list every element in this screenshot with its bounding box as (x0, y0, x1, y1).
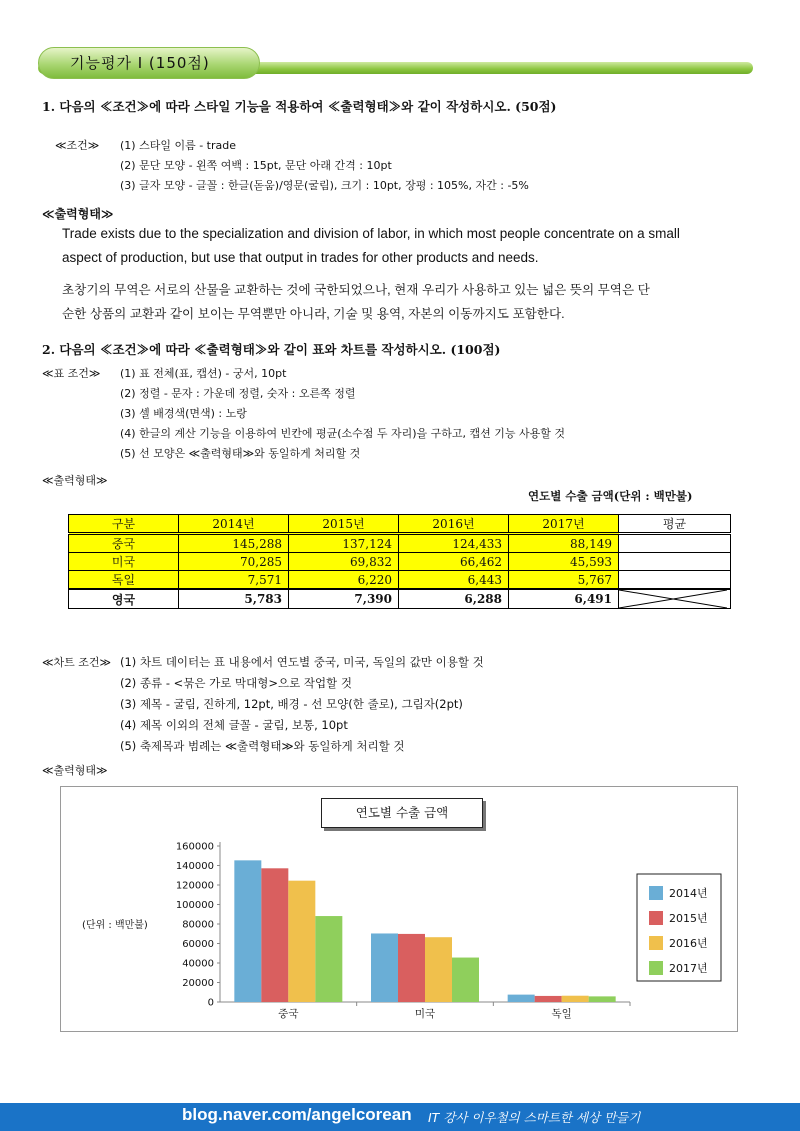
y-tick-label: 80000 (182, 919, 214, 931)
table-caption: 연도별 수출 금액(단위 : 백만불) (528, 489, 693, 503)
bar (371, 933, 398, 1002)
table-cell: 6,288 (399, 589, 509, 609)
export-table (68, 514, 731, 609)
table-header-cell: 구분 (69, 515, 179, 534)
q2-table-condition-5: (5) 선 모양은 ≪출력형태≫와 동일하게 처리할 것 (120, 447, 361, 460)
table-cell: 5,783 (179, 589, 289, 609)
table-cell: 124,433 (399, 534, 509, 553)
legend-swatch (649, 886, 663, 900)
chart-title: 연도별 수출 금액 (321, 798, 483, 828)
table-header-cell: 2015년 (289, 515, 399, 534)
q2-chart-output-label: ≪출력형태≫ (42, 764, 108, 777)
table-cell: 중국 (69, 534, 179, 553)
q1-condition-1: (1) 스타일 이름 - trade (120, 139, 236, 152)
bar (261, 868, 288, 1002)
table-header-row (69, 515, 731, 534)
table-header-cell: 2017년 (509, 515, 619, 534)
bar (589, 996, 616, 1002)
table-cell: 영국 (69, 589, 179, 609)
table-header-cell: 2016년 (399, 515, 509, 534)
legend-label: 2015년 (669, 912, 708, 925)
q1-paragraph-en-1: Trade exists due to the specialization and division of labor, in which most people concentrate on a small (62, 226, 680, 241)
q2-chart-condition-3: (3) 제목 - 굴림, 진하게, 12pt, 배경 - 선 모양(한 줄로), 그림자(2pt) (120, 697, 463, 711)
question-1-title: 1. 다음의 ≪조건≫에 따라 스타일 기능을 적용하여 ≪출력형태≫와 같이 작성하시오. (50점) (42, 99, 557, 114)
y-tick-label: 100000 (175, 900, 214, 911)
table-empty-diagonal-cell (619, 589, 731, 609)
bar (562, 996, 589, 1002)
x-tick-label: 미국 (414, 1008, 436, 1020)
q2-chart-condition-5: (5) 축제목과 범례는 ≪출력형태≫와 동일하게 처리할 것 (120, 739, 405, 753)
y-tick-label: 60000 (182, 939, 214, 950)
table-cell: 5,767 (509, 571, 619, 590)
table-row (69, 571, 731, 590)
bar (452, 958, 479, 1002)
bar (425, 937, 452, 1002)
table-cell: 137,124 (289, 534, 399, 553)
footer-url[interactable]: blog.naver.com/angelcorean (182, 1105, 412, 1124)
y-tick-label: 120000 (175, 880, 214, 892)
table-header-cell: 2014년 (179, 515, 289, 534)
table-cell: 69,832 (289, 553, 399, 571)
bar (234, 860, 261, 1002)
q1-paragraph-en-2: aspect of production, but use that output in trades for other products and needs. (62, 250, 539, 265)
bar (398, 934, 425, 1002)
q1-condition-3: (3) 글자 모양 - 글꼴 : 한글(돋움)/영문(굴림), 크기 : 10pt, 장평 : 105%, 자간 : -5% (120, 179, 529, 192)
table-cell: 45,593 (509, 553, 619, 571)
q1-condition-label: ≪조건≫ (55, 139, 100, 152)
bar (315, 916, 342, 1002)
page-title: 기능평가 Ⅰ (150점) (70, 54, 210, 72)
q2-chart-condition-2: (2) 종류 - <묶은 가로 막대형>으로 작업할 것 (120, 676, 352, 690)
export-bar-chart (60, 786, 738, 1032)
q2-table-condition-label: ≪표 조건≫ (42, 367, 101, 380)
q2-chart-condition-label: ≪차트 조건≫ (42, 656, 112, 669)
table-average-cell (619, 534, 731, 553)
q1-paragraph-ko-1: 초창기의 무역은 서로의 산물을 교환하는 것에 국한되었으나, 현재 우리가 사용하고 있는 넓은 뜻의 무역은 단 (62, 283, 650, 297)
q1-paragraph-ko-2: 순한 상품의 교환과 같이 보이는 무역뿐만 아니라, 기술 및 용역, 자본의 이동까지도 포함한다. (62, 307, 565, 321)
table-cell: 7,390 (289, 589, 399, 609)
table-cell: 미국 (69, 553, 179, 571)
y-tick-label: 20000 (182, 978, 214, 989)
q1-output-label: ≪출력형태≫ (42, 207, 114, 221)
table-cell: 70,285 (179, 553, 289, 571)
legend-swatch (649, 936, 663, 950)
y-tick-label: 160000 (175, 841, 214, 853)
legend-label: 2016년 (669, 937, 708, 950)
y-tick-label: 0 (207, 997, 214, 1009)
legend-swatch (649, 911, 663, 925)
table-cell: 6,491 (509, 589, 619, 609)
legend-swatch (649, 961, 663, 975)
q2-table-condition-3: (3) 셀 배경색(면색) : 노랑 (120, 407, 247, 420)
q2-table-condition-4: (4) 한글의 계산 기능을 이용하여 빈칸에 평균(소수점 두 자리)을 구하고, 캡션 기능 사용할 것 (120, 427, 566, 440)
table-average-cell (619, 571, 731, 590)
table-cell: 88,149 (509, 534, 619, 553)
q2-chart-condition-1: (1) 차트 데이터는 표 내용에서 연도별 중국, 미국, 독일의 값만 이용할 것 (120, 655, 484, 669)
q1-condition-2: (2) 문단 모양 - 왼쪽 여백 : 15pt, 문단 아래 간격 : 10pt (120, 159, 392, 172)
table-row (69, 534, 731, 553)
table-row (69, 589, 731, 609)
footer-tagline: IT 강사 이우철의 스마트한 세상 만들기 (428, 1110, 641, 1125)
bar (535, 996, 562, 1002)
question-2-title: 2. 다음의 ≪조건≫에 따라 ≪출력형태≫와 같이 표와 차트를 작성하시오. (100점) (42, 342, 501, 357)
table-cell: 145,288 (179, 534, 289, 553)
x-tick-label: 독일 (551, 1008, 572, 1020)
table-cell: 독일 (69, 571, 179, 590)
q2-output-label: ≪출력형태≫ (42, 474, 108, 487)
table-cell: 6,443 (399, 571, 509, 590)
q2-chart-condition-4: (4) 제목 이외의 전체 글꼴 - 굴림, 보통, 10pt (120, 718, 348, 732)
q2-table-condition-2: (2) 정렬 - 문자 : 가운데 정렬, 숫자 : 오른쪽 정렬 (120, 387, 356, 400)
table-average-cell (619, 553, 731, 571)
diagonal-cross (619, 590, 727, 608)
table-row (69, 553, 731, 571)
table-cell: 66,462 (399, 553, 509, 571)
table-cell: 7,571 (179, 571, 289, 590)
q2-table-condition-1: (1) 표 전체(표, 캡션) - 궁서, 10pt (120, 367, 287, 380)
bar (288, 881, 315, 1002)
x-tick-label: 중국 (278, 1008, 299, 1020)
y-tick-label: 140000 (175, 861, 214, 872)
bar (508, 995, 535, 1002)
chart-y-axis-title: (단위 : 백만불) (82, 920, 148, 931)
legend-label: 2014년 (669, 887, 708, 900)
legend-label: 2017년 (669, 962, 708, 975)
table-cell: 6,220 (289, 571, 399, 590)
y-tick-label: 40000 (182, 958, 214, 970)
table-header-cell: 평균 (619, 515, 731, 534)
